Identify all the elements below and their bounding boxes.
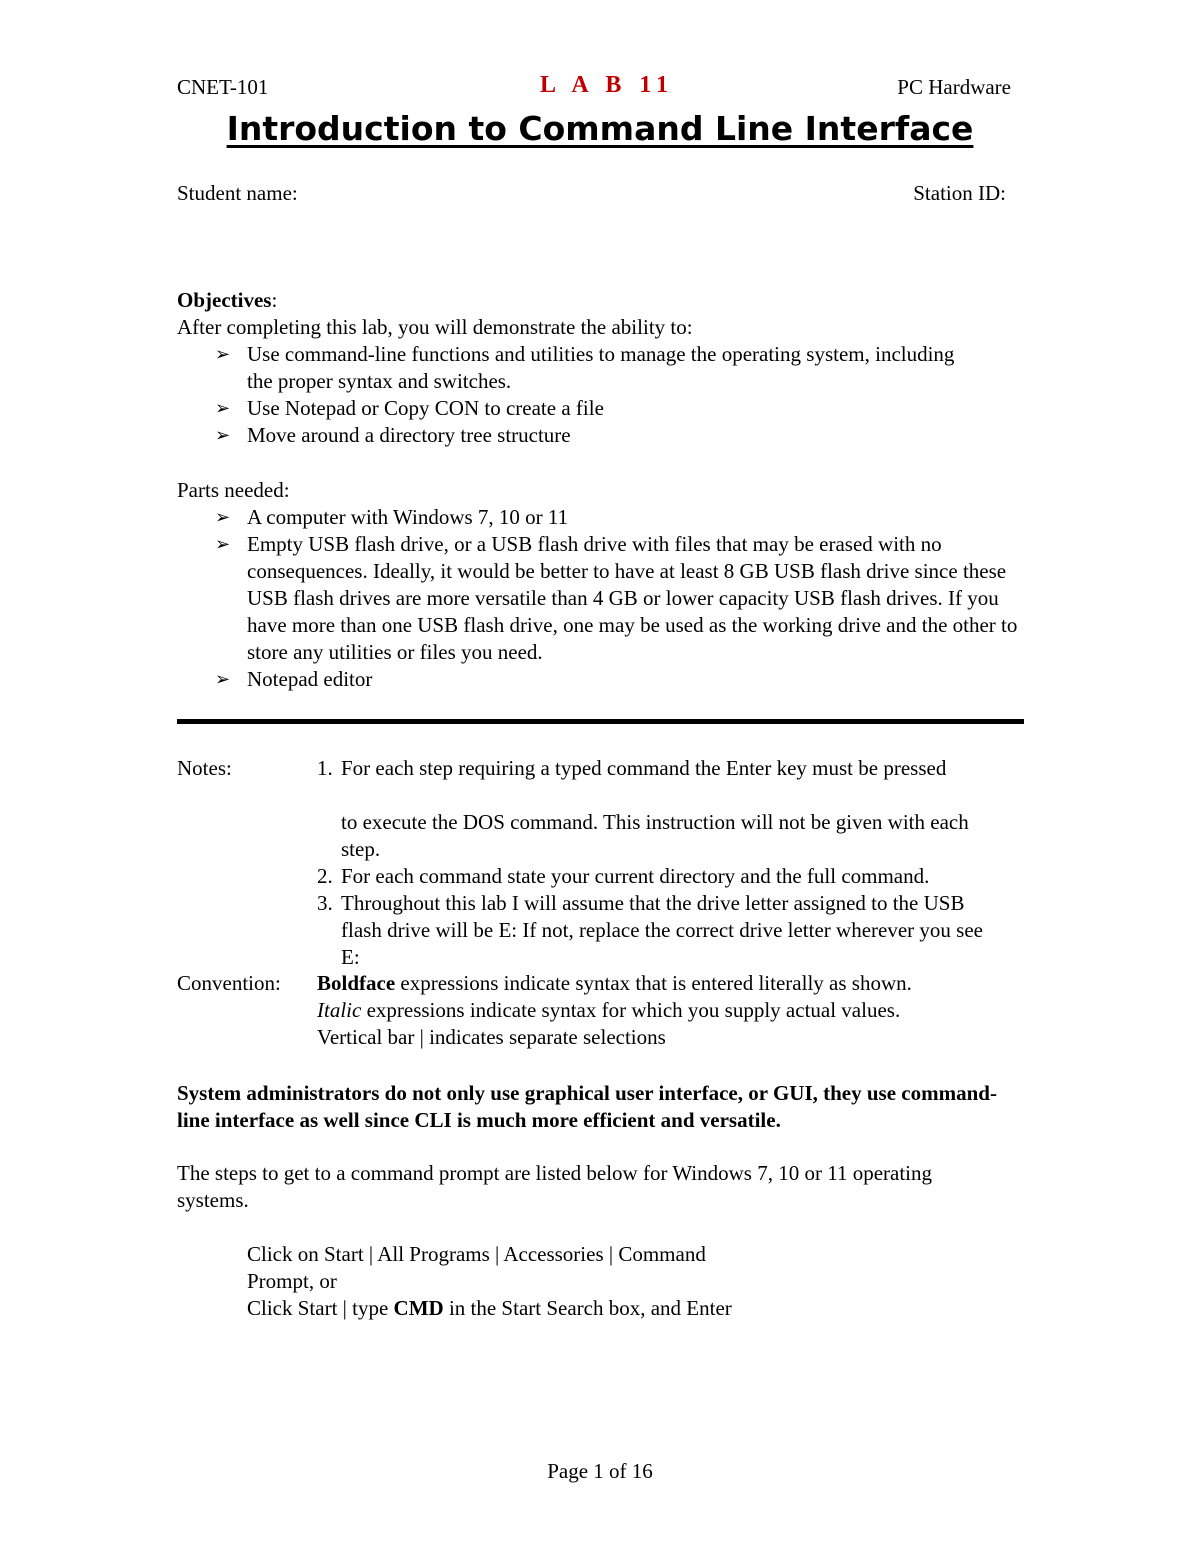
- arrow-bullet-icon: ➢: [215, 425, 231, 446]
- list-item: ➢ Use Notepad or Copy CON to create a file: [215, 396, 604, 420]
- header-lab: L A B 11: [540, 72, 675, 98]
- list-item: ➢ Notepad editor: [215, 667, 373, 691]
- parts-section: [177, 477, 1037, 693]
- station-id-label: Station ID:: [913, 181, 1006, 205]
- arrow-bullet-icon: ➢: [215, 669, 231, 690]
- list-item: 3. Throughout this lab I will assume that the drive letter assigned to the USB flash drive will be E: If not, replace the correct drive letter wherever you see E:: [317, 891, 983, 969]
- convention-text: [317, 970, 1037, 1051]
- header-subject: PC Hardware: [897, 75, 1011, 99]
- list-item: ➢ A computer with Windows 7, 10 or 11: [215, 505, 569, 529]
- notes-label: Notes:: [177, 756, 232, 780]
- notes-list: [317, 755, 1037, 971]
- steps-intro: The steps to get to a command prompt are listed below for Windows 7, 10 or 11 operating systems.: [177, 1161, 932, 1212]
- horizontal-rule: [177, 719, 1024, 724]
- list-item: ➢ Move around a directory tree structure: [215, 423, 571, 447]
- admin-note: System administrators do not only use graphical user interface, or GUI, they use command-line interface as well since CLI is much more efficient and versatile.: [177, 1081, 997, 1132]
- instruction-line: Click on Start | All Programs | Accessories | Command: [247, 1242, 706, 1266]
- list-item: ➢ Empty USB flash drive, or a USB flash drive with files that may be erased with no consequences. Ideally, it would be better to have at least 8 GB USB flash drive since these USB flash drives are more versatile than 4 GB or lower capacity USB flash drives. If you have more than one USB flash drive, one may be used as the working drive and the other to store any utilities or files you need.: [215, 532, 1018, 664]
- convention-italic: Italic expressions indicate syntax for which you supply actual values.: [317, 998, 901, 1022]
- objectives-list: [177, 341, 1037, 449]
- parts-list: [177, 504, 1037, 693]
- convention-boldface: Boldface expressions indicate syntax that is entered literally as shown.: [317, 971, 912, 995]
- convention-label: Convention:: [177, 971, 281, 995]
- cmd-instructions: [247, 1241, 807, 1322]
- arrow-bullet-icon: ➢: [215, 398, 231, 419]
- objectives-intro: After completing this lab, you will demonstrate the ability to:: [177, 315, 693, 339]
- page-title: Introduction to Command Line Interface: [226, 109, 974, 148]
- student-name-label: Student name:: [177, 181, 298, 205]
- objectives-heading: Objectives:: [177, 288, 278, 312]
- instruction-line: Prompt, or: [247, 1269, 337, 1293]
- arrow-bullet-icon: ➢: [215, 344, 231, 365]
- objectives-section: [177, 287, 1037, 449]
- instruction-line: Click Start | type CMD in the Start Search box, and Enter: [247, 1296, 732, 1320]
- list-item: 2. For each command state your current directory and the full command.: [317, 864, 930, 888]
- page-number: Page 1 of 16: [547, 1459, 653, 1483]
- parts-heading: Parts needed:: [177, 478, 290, 502]
- list-item: ➢ Use command-line functions and utilities to manage the operating system, including the proper syntax and switches.: [215, 342, 955, 393]
- arrow-bullet-icon: ➢: [215, 507, 231, 528]
- header-course: CNET-101: [177, 75, 269, 99]
- convention-vertical-bar: Vertical bar | indicates separate selections: [317, 1025, 666, 1049]
- arrow-bullet-icon: ➢: [215, 534, 231, 555]
- list-item: 1. For each step requiring a typed command the Enter key must be pressed to execute the DOS command. This instruction will not be given with each step.: [317, 756, 969, 861]
